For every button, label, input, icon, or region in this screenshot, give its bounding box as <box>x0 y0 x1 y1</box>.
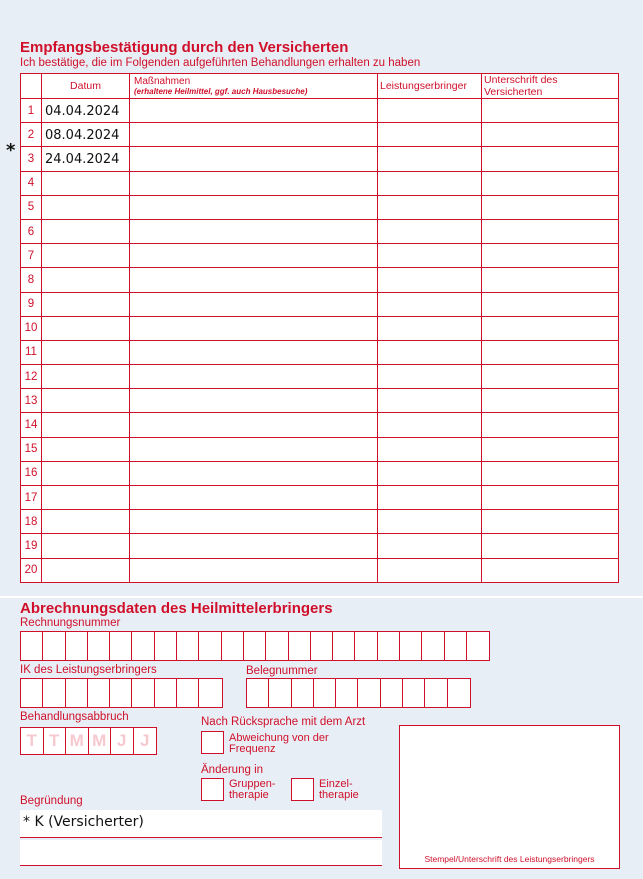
unterschrift-cell[interactable] <box>482 171 619 195</box>
form-subtitle: Ich bestätige, die im Folgenden aufgeführten Behandlungen erhalten zu haben <box>20 57 421 69</box>
table-row <box>21 171 619 195</box>
abbruch-date-input[interactable] <box>20 727 157 755</box>
row-number: 8 <box>21 268 42 292</box>
begruendung-line-2[interactable] <box>20 840 382 866</box>
abweichung-label: Abweichung von der Frequenz <box>229 732 329 755</box>
date-cell[interactable] <box>42 268 130 292</box>
row-number: 5 <box>21 195 42 219</box>
arzt-label: Nach Rücksprache mit dem Arzt <box>201 716 366 728</box>
massnahmen-cell[interactable] <box>130 486 378 510</box>
unterschrift-cell[interactable] <box>482 219 619 243</box>
date-cell[interactable] <box>42 558 130 582</box>
leistungserbringer-cell[interactable] <box>378 171 482 195</box>
table-row <box>21 219 619 243</box>
abbruch-label: Behandlungsabbruch <box>20 711 129 723</box>
gruppentherapie-label: Gruppen- therapie <box>229 778 276 801</box>
unterschrift-cell[interactable] <box>482 292 619 316</box>
date-value: 24.04.2024 <box>45 151 120 167</box>
table-row <box>21 365 619 389</box>
date-cell[interactable] <box>42 123 130 147</box>
leistungserbringer-cell[interactable] <box>378 316 482 340</box>
massnahmen-cell[interactable] <box>130 558 378 582</box>
leistungserbringer-cell[interactable] <box>378 534 482 558</box>
unterschrift-cell[interactable] <box>482 486 619 510</box>
date-cell[interactable] <box>42 99 130 123</box>
table-row <box>21 486 619 510</box>
unterschrift-cell[interactable] <box>482 389 619 413</box>
unterschrift-cell[interactable] <box>482 534 619 558</box>
einzeltherapie-checkbox[interactable] <box>291 778 314 801</box>
massnahmen-cell[interactable] <box>130 219 378 243</box>
date-cell[interactable] <box>42 316 130 340</box>
date-cell[interactable] <box>42 413 130 437</box>
ik-label: IK des Leistungserbringers <box>20 664 157 676</box>
leistungserbringer-cell[interactable] <box>378 195 482 219</box>
rechnungsnummer-input[interactable] <box>20 631 490 661</box>
date-cell[interactable] <box>42 461 130 485</box>
massnahmen-cell[interactable] <box>130 147 378 171</box>
row-number: 12 <box>21 365 42 389</box>
massnahmen-cell[interactable] <box>130 123 378 147</box>
col-num <box>21 74 42 99</box>
stempel-box[interactable] <box>399 725 620 869</box>
aenderung-label: Änderung in <box>201 764 264 776</box>
begruendung-label: Begründung <box>20 795 83 807</box>
section-divider <box>0 596 643 598</box>
date-value: 08.04.2024 <box>45 127 120 143</box>
unterschrift-cell[interactable] <box>482 99 619 123</box>
abbruch-letter: J <box>140 731 150 750</box>
table-row <box>21 413 619 437</box>
unterschrift-cell[interactable] <box>482 316 619 340</box>
leistungserbringer-cell[interactable] <box>378 558 482 582</box>
col-massnahmen <box>130 74 378 99</box>
abbruch-letter: T <box>21 728 44 754</box>
date-cell[interactable] <box>42 171 130 195</box>
unterschrift-cell[interactable] <box>482 244 619 268</box>
row-number: 9 <box>21 292 42 316</box>
date-cell[interactable] <box>42 389 130 413</box>
row-number: 6 <box>21 219 42 243</box>
ik-input[interactable] <box>20 678 223 708</box>
abbruch-letter: J <box>111 728 134 754</box>
unterschrift-cell[interactable] <box>482 365 619 389</box>
rechnungsnummer-label: Rechnungsnummer <box>20 617 121 629</box>
table-row <box>21 340 619 364</box>
einzeltherapie-label: Einzel- therapie <box>319 778 359 801</box>
col-unterschrift: Unterschrift des Versicherten <box>482 74 619 99</box>
date-cell[interactable] <box>42 244 130 268</box>
table-row <box>21 510 619 534</box>
leistungserbringer-cell[interactable] <box>378 461 482 485</box>
abbruch-letter: M <box>89 728 112 754</box>
unterschrift-cell[interactable] <box>482 437 619 461</box>
leistungserbringer-cell[interactable] <box>378 219 482 243</box>
table-row <box>21 389 619 413</box>
leistungserbringer-cell[interactable] <box>378 413 482 437</box>
massnahmen-hint: (erhaltene Heilmittel, ggf. auch Hausbesuche) <box>134 86 308 96</box>
belegnummer-input[interactable] <box>246 678 471 708</box>
leistungserbringer-cell[interactable] <box>378 244 482 268</box>
date-value: 04.04.2024 <box>45 103 120 119</box>
row-number: 3 <box>21 147 42 171</box>
massnahmen-cell[interactable] <box>130 437 378 461</box>
row-number: 18 <box>21 510 42 534</box>
date-cell[interactable] <box>42 534 130 558</box>
margin-asterisk: * <box>6 140 16 161</box>
table-row <box>21 99 619 123</box>
date-cell[interactable] <box>42 365 130 389</box>
massnahmen-cell[interactable] <box>130 461 378 485</box>
date-cell[interactable] <box>42 486 130 510</box>
col-datum: Datum <box>42 74 130 99</box>
massnahmen-cell[interactable] <box>130 244 378 268</box>
massnahmen-cell[interactable] <box>130 316 378 340</box>
col-leistungserbringer: Leistungserbringer <box>378 74 482 99</box>
table-row <box>21 316 619 340</box>
table-row <box>21 534 619 558</box>
table-row <box>21 461 619 485</box>
table-row <box>21 195 619 219</box>
leistungserbringer-cell[interactable] <box>378 437 482 461</box>
table-row <box>21 292 619 316</box>
massnahmen-cell[interactable] <box>130 510 378 534</box>
abbruch-letter: M <box>66 728 89 754</box>
billing-title: Abrechnungsdaten des Heilmittelerbringers <box>20 600 333 617</box>
massnahmen-cell[interactable] <box>130 365 378 389</box>
leistungserbringer-cell[interactable] <box>378 123 482 147</box>
massnahmen-cell[interactable] <box>130 292 378 316</box>
begruendung-value: * K (Versicherter) <box>23 814 144 830</box>
row-number: 2 <box>21 123 42 147</box>
leistungserbringer-cell[interactable] <box>378 99 482 123</box>
date-cell[interactable] <box>42 340 130 364</box>
massnahmen-label: Maßnahmen <box>134 75 191 87</box>
row-number: 15 <box>21 437 42 461</box>
unterschrift-cell[interactable] <box>482 147 619 171</box>
date-cell[interactable] <box>42 195 130 219</box>
massnahmen-cell[interactable] <box>130 389 378 413</box>
leistungserbringer-cell[interactable] <box>378 268 482 292</box>
table-row <box>21 147 619 171</box>
unterschrift-cell[interactable] <box>482 510 619 534</box>
date-cell[interactable] <box>42 437 130 461</box>
massnahmen-cell[interactable] <box>130 413 378 437</box>
unterschrift-cell[interactable] <box>482 413 619 437</box>
row-number: 7 <box>21 244 42 268</box>
row-number: 16 <box>21 461 42 485</box>
abweichung-checkbox[interactable] <box>201 731 224 754</box>
date-cell[interactable] <box>42 219 130 243</box>
date-cell[interactable] <box>42 510 130 534</box>
unterschrift-cell[interactable] <box>482 558 619 582</box>
table-row <box>21 244 619 268</box>
massnahmen-cell[interactable] <box>130 99 378 123</box>
row-number: 14 <box>21 413 42 437</box>
row-number: 20 <box>21 558 42 582</box>
form-title: Empfangsbestätigung durch den Versicherten <box>20 39 349 56</box>
table-row <box>21 123 619 147</box>
leistungserbringer-cell[interactable] <box>378 510 482 534</box>
leistungserbringer-cell[interactable] <box>378 292 482 316</box>
massnahmen-cell[interactable] <box>130 340 378 364</box>
massnahmen-cell[interactable] <box>130 268 378 292</box>
leistungserbringer-cell[interactable] <box>378 365 482 389</box>
begruendung-line-1[interactable] <box>20 810 382 838</box>
row-number: 10 <box>21 316 42 340</box>
treatment-table <box>20 73 619 583</box>
row-number: 1 <box>21 99 42 123</box>
row-number: 17 <box>21 486 42 510</box>
row-number: 11 <box>21 340 42 364</box>
unterschrift-cell[interactable] <box>482 340 619 364</box>
table-row <box>21 437 619 461</box>
leistungserbringer-cell[interactable] <box>378 147 482 171</box>
gruppentherapie-checkbox[interactable] <box>201 778 224 801</box>
leistungserbringer-cell[interactable] <box>378 340 482 364</box>
massnahmen-cell[interactable] <box>130 534 378 558</box>
unterschrift-cell[interactable] <box>482 268 619 292</box>
abbruch-letter: T <box>44 728 67 754</box>
massnahmen-cell[interactable] <box>130 195 378 219</box>
stempel-label: Stempel/Unterschrift des Leistungserbringers <box>424 854 595 864</box>
unterschrift-cell[interactable] <box>482 461 619 485</box>
row-number: 4 <box>21 171 42 195</box>
massnahmen-cell[interactable] <box>130 171 378 195</box>
table-row <box>21 558 619 582</box>
belegnummer-label: Belegnummer <box>246 665 318 677</box>
leistungserbringer-cell[interactable] <box>378 486 482 510</box>
row-number: 13 <box>21 389 42 413</box>
unterschrift-cell[interactable] <box>482 123 619 147</box>
table-row <box>21 268 619 292</box>
date-cell[interactable] <box>42 147 130 171</box>
leistungserbringer-cell[interactable] <box>378 389 482 413</box>
unterschrift-cell[interactable] <box>482 195 619 219</box>
row-number: 19 <box>21 534 42 558</box>
date-cell[interactable] <box>42 292 130 316</box>
